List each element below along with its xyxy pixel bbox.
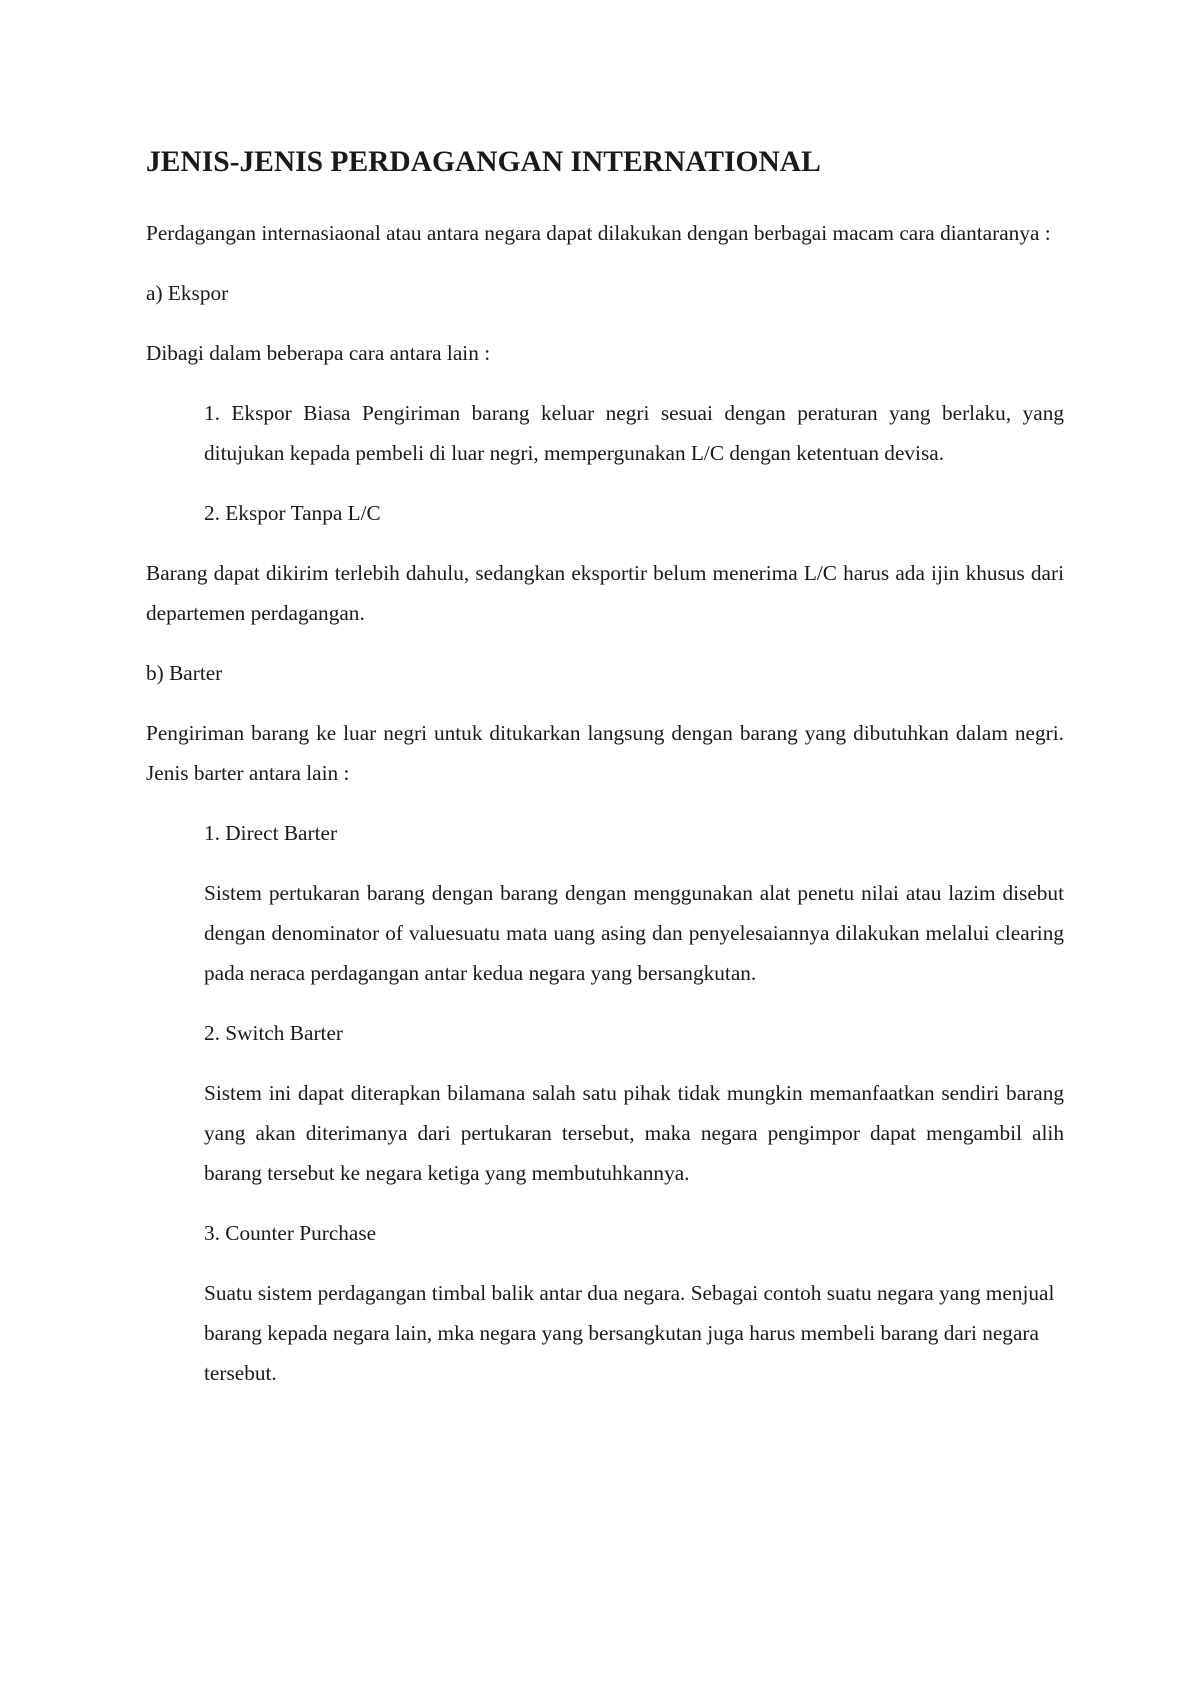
paragraph-barter-intro: Pengiriman barang ke luar negri untuk ditukarkan langsung dengan barang yang dibutuhkan dalam negri. Jenis barter antara lain :	[146, 720, 1064, 785]
paragraph-ekspor-intro: Dibagi dalam beberapa cara antara lain :	[146, 340, 491, 365]
paragraph-direct-barter: Sistem pertukaran barang dengan barang dengan menggunakan alat penetu nilai atau lazim disebut dengan denominator of valuesuatu mata uang asing dan penyelesaiannya dilakukan melalui clearing pada neraca perdagangan antar kedua negara yang bersangkutan.	[204, 880, 1064, 985]
paragraph-intro: Perdagangan internasiaonal atau antara negara dapat dilakukan dengan berbagai macam cara diantaranya :	[146, 220, 1051, 245]
list-item-switch-barter: 2. Switch Barter	[204, 1020, 343, 1045]
document-title: JENIS-JENIS PERDAGANGAN INTERNATIONAL	[146, 146, 821, 178]
list-item-ekspor-tanpa-lc: 2. Ekspor Tanpa L/C	[204, 500, 381, 525]
list-item-ekspor-biasa: 1. Ekspor Biasa Pengiriman barang keluar negri sesuai dengan peraturan yang berlaku, yang ditujukan kepada pembeli di luar negri, mempergunakan L/C dengan ketentuan devisa.	[204, 400, 1064, 465]
paragraph-counter-purchase: Suatu sistem perdagangan timbal balik antar dua negara. Sebagai contoh suatu negara yang menjual barang kepada negara lain, mka negara yang bersangkutan juga harus membeli barang dari negara tersebut.	[204, 1280, 1055, 1385]
list-item-direct-barter: 1. Direct Barter	[204, 820, 338, 845]
heading-barter: b) Barter	[146, 660, 223, 685]
paragraph-switch-barter: Sistem ini dapat diterapkan bilamana salah satu pihak tidak mungkin memanfaatkan sendiri barang yang akan diterimanya dari pertukaran tersebut, maka negara pengimpor dapat mengambil alih barang tersebut ke negara ketiga yang membutuhkannya.	[204, 1080, 1064, 1185]
paragraph-ekspor-tanpa-lc: Barang dapat dikirim terlebih dahulu, sedangkan eksportir belum menerima L/C harus ada ijin khusus dari departemen perdagangan.	[146, 560, 1064, 625]
list-item-counter-purchase: 3. Counter Purchase	[204, 1220, 377, 1245]
heading-ekspor: a) Ekspor	[146, 280, 229, 305]
